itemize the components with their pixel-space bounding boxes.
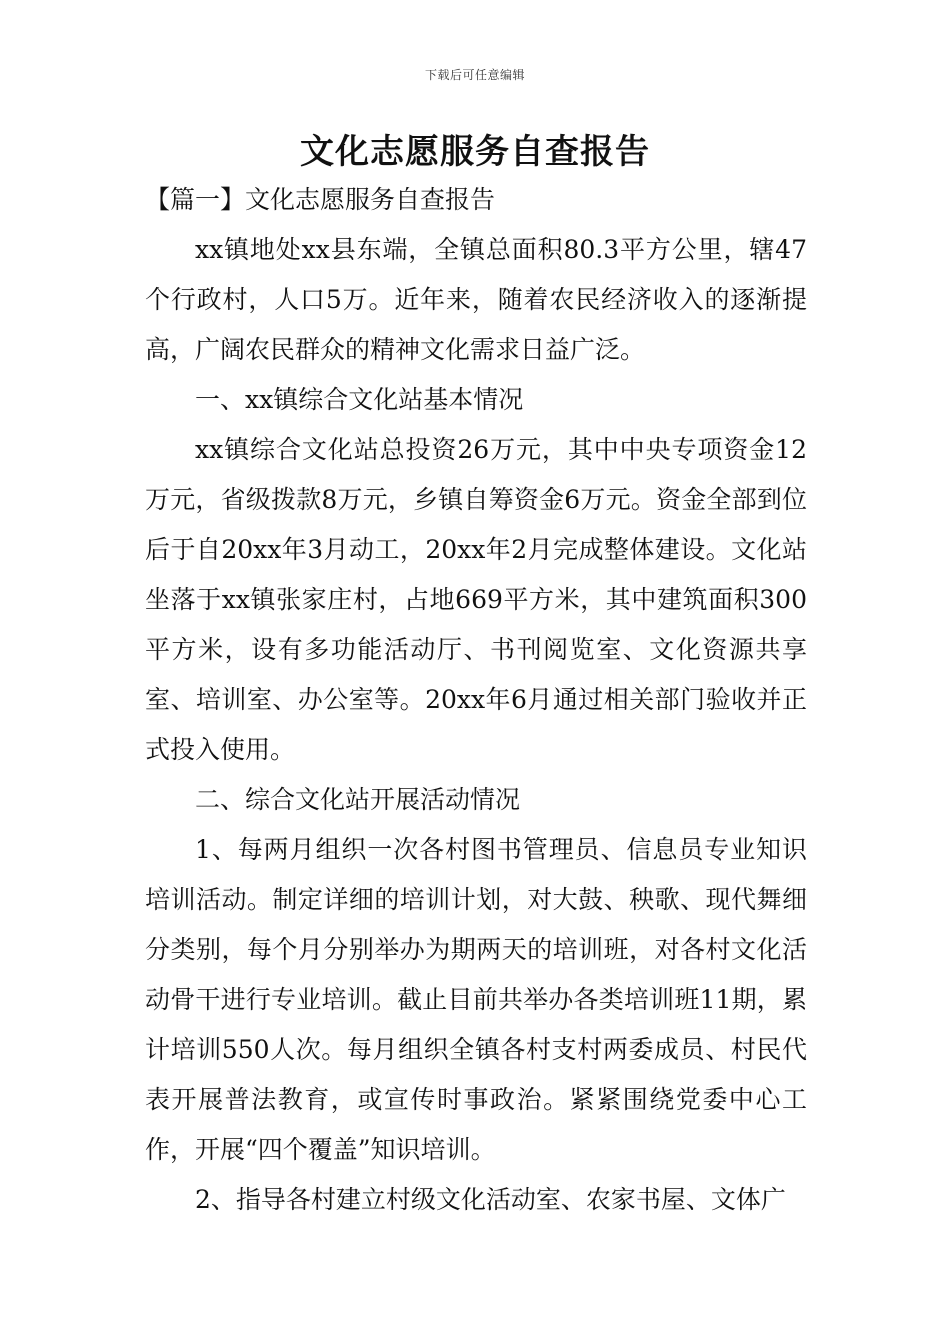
activity-item-1: 1、每两月组织一次各村图书管理员、信息员专业知识培训活动。制定详细的培训计划，对大鼓、秧歌、现代舞细分类别，每个月分别举办为期两天的培训班，对各村文化活动骨干进行专业培训。截止目前共举办各类培训班11期，累计培训550人次。每月组织全镇各村支村两委成员、村民代表开展普法教育，或宣传时事政治。紧紧围绕党委中心工作，开展“四个覆盖”知识培训。 (145, 835, 807, 1164)
header-note: 下载后可任意编辑 (424, 68, 525, 82)
heading-activities: 二、综合文化站开展活动情况 (195, 785, 521, 814)
heading-basic-situation: 一、xx镇综合文化站基本情况 (195, 385, 524, 414)
document-title: 文化志愿服务自查报告 (300, 132, 650, 172)
document-body (145, 175, 807, 1225)
section-heading: 【篇一】文化志愿服务自查报告 (145, 185, 496, 214)
basic-situation-paragraph: xx镇综合文化站总投资26万元，其中中央专项资金12万元，省级拨款8万元，乡镇自筹资金6万元。资金全部到位后于自20xx年3月动工，20xx年2月完成整体建设。文化站坐落于xx镇张家庄村，占地669平方米，其中建筑面积300平方米，设有多功能活动厅、书刊阅览室、文化资源共享室、培训室、办公室等。20xx年6月通过相关部门验收并正式投入使用。 (145, 435, 807, 764)
activity-item-2: 2、指导各村建立村级文化活动室、农家书屋、文体广 (195, 1185, 786, 1214)
intro-paragraph: xx镇地处xx县东端，全镇总面积80.3平方公里，辖47个行政村，人口5万。近年来，随着农民经济收入的逐渐提高，广阔农民群众的精神文化需求日益广泛。 (145, 235, 807, 364)
